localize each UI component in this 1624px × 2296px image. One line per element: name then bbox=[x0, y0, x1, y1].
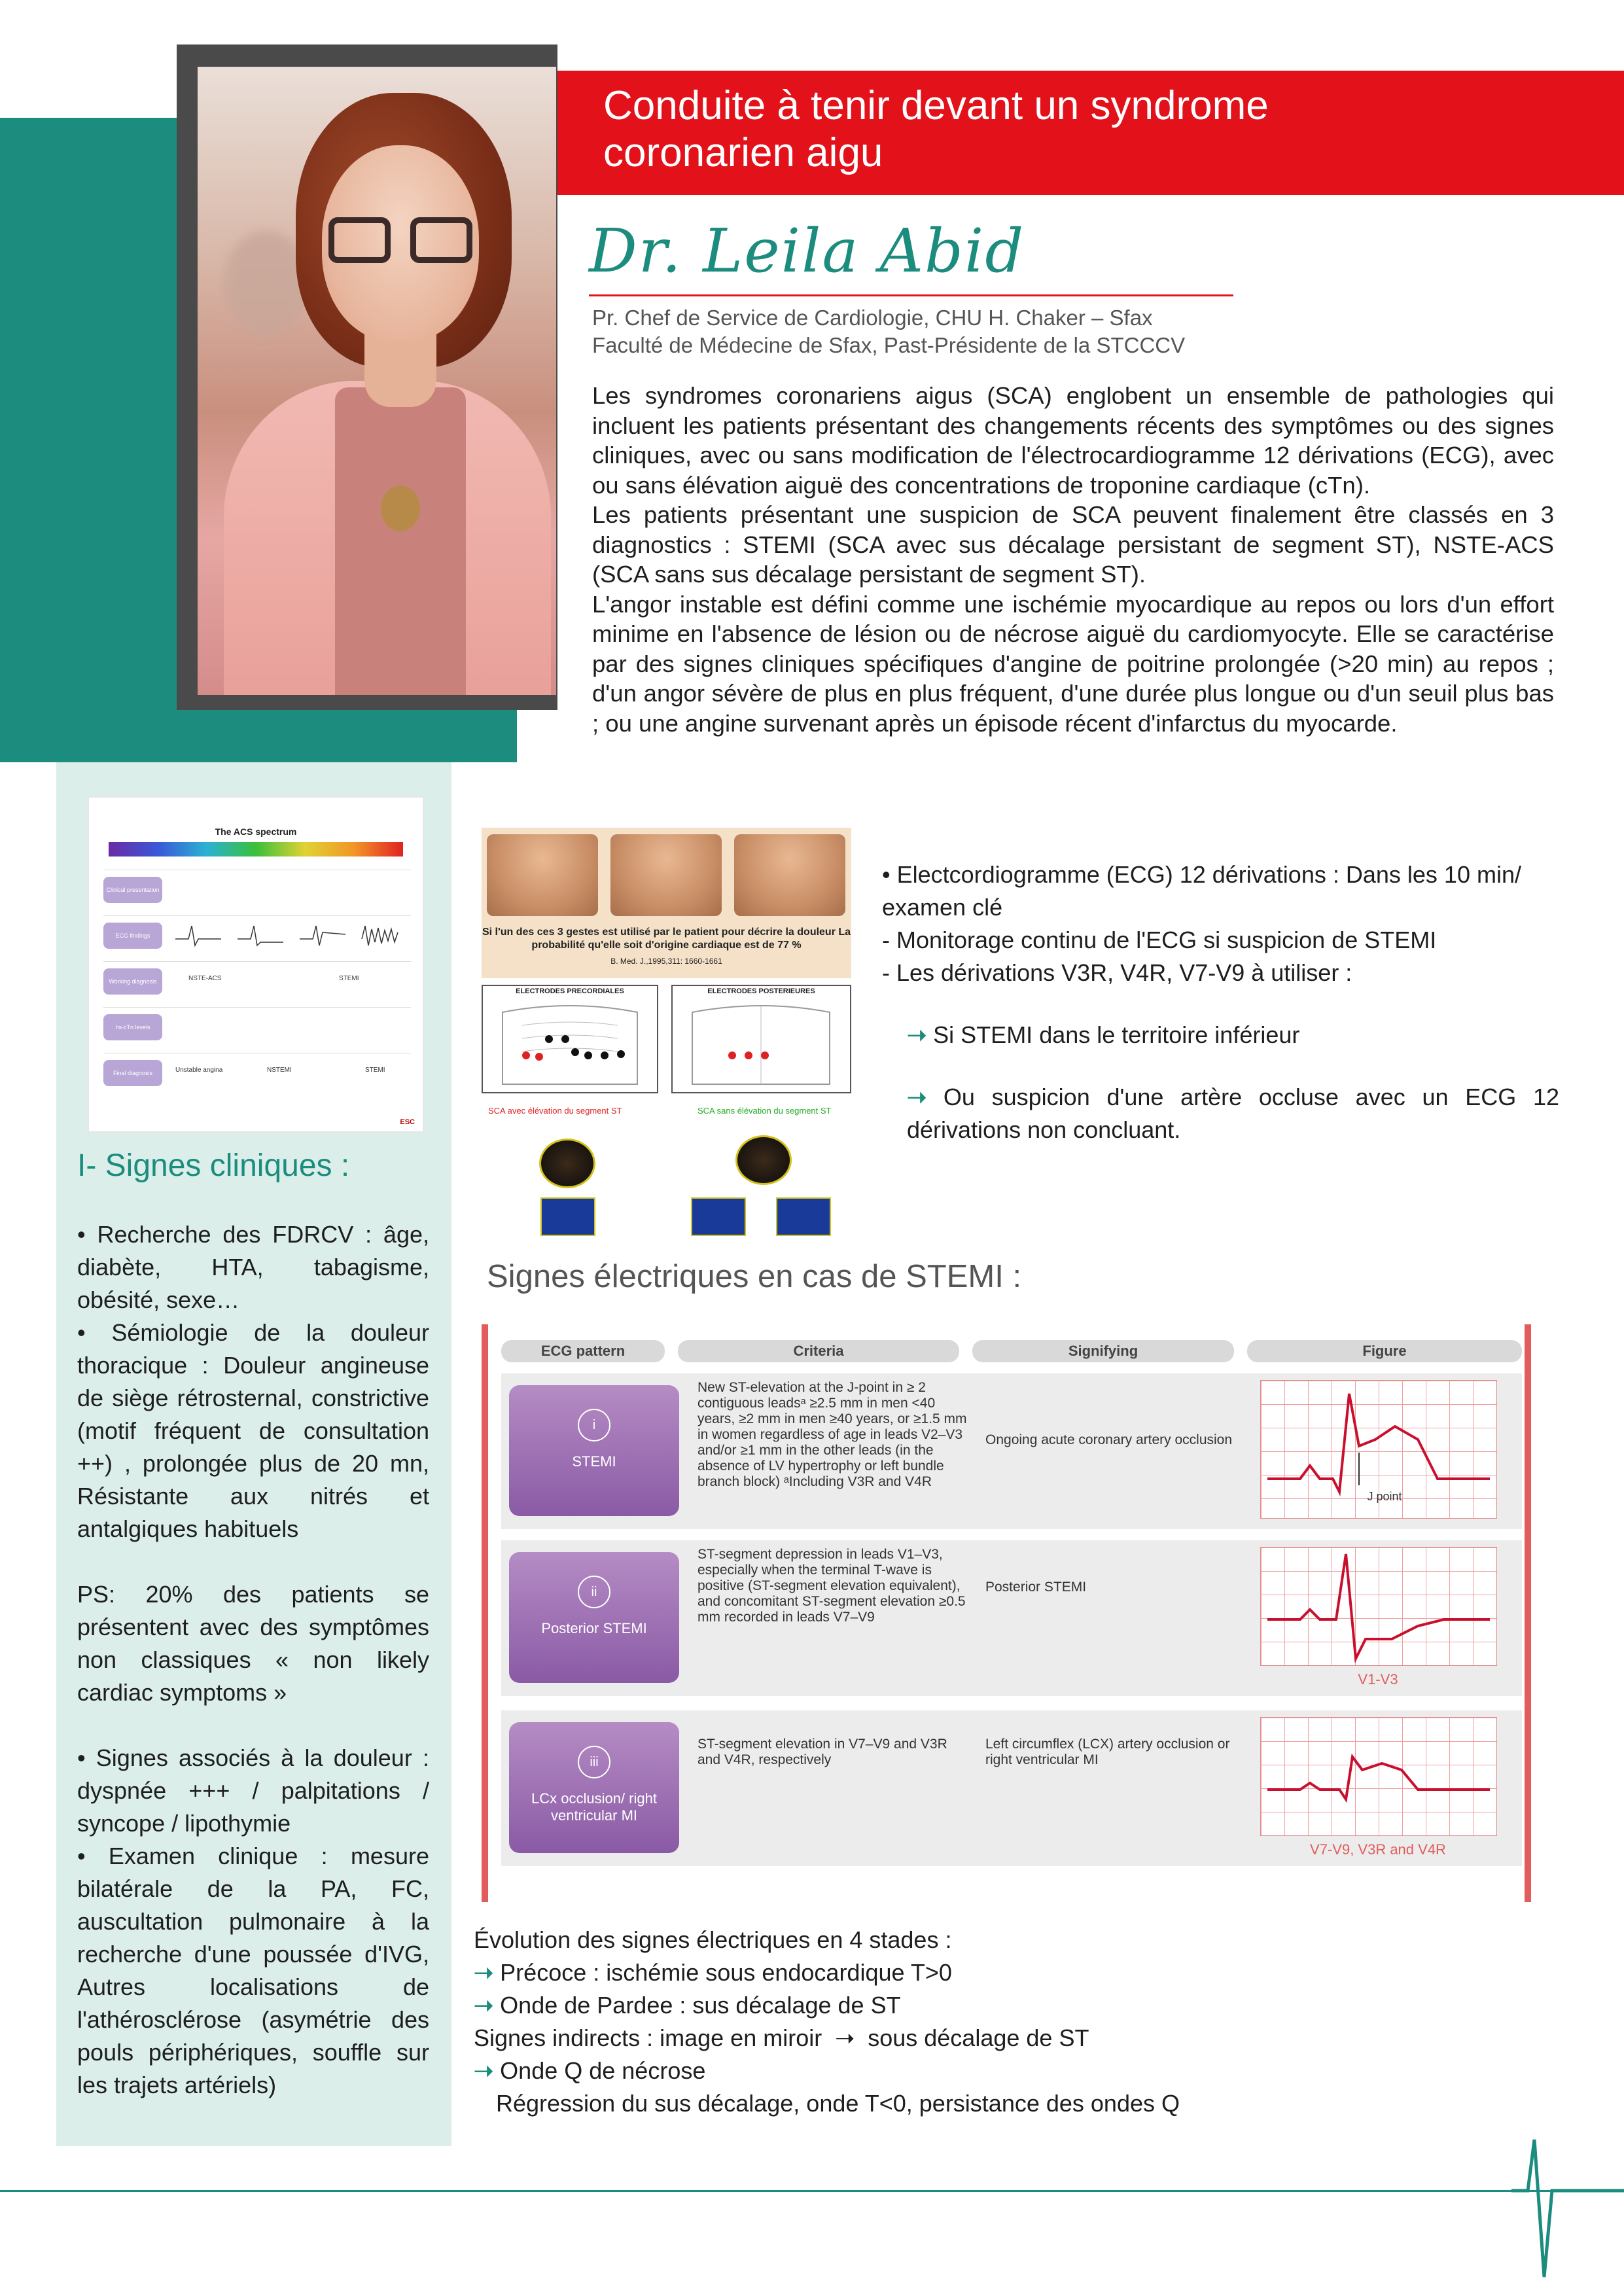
intro-paragraph: Les syndromes coronariens aigus (SCA) englobent un ensemble de pathologies qui incluent les patients présentant des changements récents des symptômes ou des signes cliniques, avec ou sans modification de l'électrocardiogramme 12 dérivations (ECG), avec ou sans élévation aiguë des concentrations de troponine cardiaque (cTn). bbox=[592, 382, 1554, 499]
acs-row bbox=[103, 1053, 411, 1093]
affiliation-line-1: Pr. Chef de Service de Cardiologie, CHU H. Chaker – Sfax bbox=[592, 306, 1153, 330]
ecg-thumbnail bbox=[691, 1197, 746, 1236]
table-row bbox=[501, 1710, 1522, 1866]
esc-logo: ESC bbox=[400, 1118, 415, 1126]
table-row bbox=[501, 1540, 1522, 1696]
section-title-stemi-signs: Signes électriques en cas de STEMI : bbox=[487, 1259, 1022, 1294]
ecg-bullet: • Electcordiogramme (ECG) 12 dérivations : Dans les 10 min/ examen clé bbox=[882, 861, 1521, 921]
indirect-signs-label: Signes indirects : image en miroir bbox=[474, 2024, 822, 2051]
affiliation-line-2: Faculté de Médecine de Sfax, Past-Présidente de la STCCCV bbox=[592, 333, 1186, 357]
ecg-bullet: - Monitorage continu de l'ECG si suspicion de STEMI bbox=[882, 927, 1437, 953]
table-header: ECG pattern bbox=[501, 1340, 665, 1362]
author-photo bbox=[198, 67, 556, 695]
ecg-thumbnail bbox=[776, 1197, 831, 1236]
acs-row-label: ECG findings bbox=[103, 923, 162, 949]
arrow-icon: ➝ bbox=[835, 2024, 855, 2051]
clinical-bullet: • Sémiologie de la douleur thoracique : Douleur angineuse de siège rétrosternal, constrictive (motif fréquent de consultation ++) , prolongée plus de 20 mn, Résistante aux nitrés et antalgiques habituels bbox=[77, 1319, 429, 1542]
clinical-bullet: • Recherche des FDRCV : âge, diabète, HTA, tabagisme, obésité, sexe… bbox=[77, 1221, 429, 1313]
ecg-evolution-stages bbox=[474, 1924, 1324, 2120]
row-signifying: Ongoing acute coronary artery occlusion bbox=[985, 1432, 1233, 1447]
ecg-pattern-pill bbox=[509, 1385, 679, 1516]
acs-row-label: Working diagnosis bbox=[103, 968, 162, 995]
intro-paragraph: L'angor instable est défini comme une ischémie myocardique au repos ou lors d'un effort minime en l'absence de lésion ou de nécrose aiguë du cardiomyocyte. Elle se caractérise par des signes cliniques spécifiques d'angine de poitrine prolongée (>20 min) au repos ; d'un angor sévère de plus en plus fréquent, d'une durée plus longue ou d'un seuil plus bas ; ou une angine survenant après un épisode récent d'infarctus du myocarde. bbox=[592, 590, 1554, 737]
chest-pain-gestures-figure bbox=[482, 828, 851, 978]
acs-spectrum-figure bbox=[88, 796, 424, 1133]
arrow-icon: ➝ bbox=[474, 1959, 501, 1986]
table-header: Signifying bbox=[972, 1340, 1234, 1362]
sca-no-st-elevation-label: SCA sans élévation du segment ST bbox=[697, 1106, 832, 1116]
acs-row bbox=[103, 915, 411, 955]
row-number: i bbox=[578, 1409, 610, 1441]
acs-final-label: Unstable angina bbox=[175, 1067, 223, 1074]
heartbeat-icon bbox=[1511, 2127, 1624, 2284]
acs-working-label: STEMI bbox=[339, 975, 359, 982]
posterior-electrodes-diagram bbox=[671, 985, 851, 1093]
evolution-stage: Onde Q de nécrose bbox=[500, 2057, 706, 2084]
ecg-sub-bullet: Si STEMI dans le territoire inférieur bbox=[933, 1021, 1300, 1048]
row-signifying: Posterior STEMI bbox=[985, 1580, 1087, 1595]
ecg-recommendations bbox=[882, 858, 1559, 1146]
arrow-icon: ➝ bbox=[907, 1084, 944, 1110]
ecg-figure bbox=[1260, 1717, 1497, 1836]
clinical-ps-note: PS: 20% des patients se présentent avec des symptômes non classiques « non likely cardiac symptoms » bbox=[77, 1581, 429, 1706]
arrow-icon: ➝ bbox=[474, 1992, 501, 2019]
stemi-ecg-table bbox=[482, 1324, 1531, 1902]
acs-row-label: Clinical presentation bbox=[103, 877, 162, 903]
precordial-label: ELECTRODES PRECORDIALES bbox=[516, 987, 624, 995]
clinical-signs-text bbox=[77, 1218, 429, 2102]
ecg-sub-bullet: Ou suspicion d'une artère occluse avec un ECG 12 dérivations non concluant. bbox=[907, 1084, 1559, 1143]
sca-lesion-figure bbox=[482, 1106, 851, 1237]
gestures-reference: B. Med. J.,1995,311: 1660-1661 bbox=[610, 957, 722, 966]
section-title-clinical-signs: I- Signes cliniques : bbox=[77, 1148, 350, 1183]
ecg-pattern-pill bbox=[509, 1552, 679, 1683]
ecg-pattern-pill bbox=[509, 1722, 679, 1853]
precordial-electrodes-diagram bbox=[482, 985, 658, 1093]
evolution-stage: Onde de Pardee : sus décalage de ST bbox=[500, 1992, 901, 2019]
table-row bbox=[501, 1373, 1522, 1529]
acs-row-label: hs-cTn levels bbox=[103, 1014, 162, 1040]
intro-text bbox=[592, 381, 1554, 738]
acs-figure-title: The ACS spectrum bbox=[215, 826, 297, 837]
row-criteria: ST-segment elevation in V7–V9 and V3R and V4R, respectively bbox=[697, 1737, 947, 1767]
table-header: Criteria bbox=[678, 1340, 959, 1362]
acs-final-label: NSTEMI bbox=[267, 1067, 292, 1074]
intro-paragraph: Les patients présentant une suspicion de SCA peuvent finalement être classés en 3 diagnostics : STEMI (SCA avec sus décalage persistant de segment ST), NSTE-ACS (SCA sans sus décalage persistant de segment ST). bbox=[592, 501, 1554, 588]
row-signifying: Left circumflex (LCX) artery occlusion or right ventricular MI bbox=[985, 1737, 1230, 1767]
signature-underline bbox=[589, 294, 1233, 296]
table-header: Figure bbox=[1247, 1340, 1522, 1362]
evolution-stage: Précoce : ischémie sous endocardique T>0 bbox=[500, 1959, 952, 1986]
indirect-signs-value: sous décalage de ST bbox=[868, 2024, 1089, 2051]
arrow-icon: ➝ bbox=[907, 1021, 934, 1048]
electrode-placement-figure bbox=[482, 985, 851, 1093]
row-pattern: LCx occlusion/ right ventricular MI bbox=[531, 1790, 657, 1824]
acs-color-spectrum bbox=[109, 842, 403, 857]
acs-ecg-traces bbox=[175, 923, 411, 949]
acs-row bbox=[103, 961, 411, 1001]
acs-working-label: NSTE-ACS bbox=[188, 975, 222, 982]
lesion-image bbox=[735, 1135, 792, 1185]
title-line-1: Conduite à tenir devant un syndrome bbox=[603, 83, 1269, 128]
row-pattern: Posterior STEMI bbox=[541, 1620, 647, 1636]
evolution-title: Évolution des signes électriques en 4 stades : bbox=[474, 1926, 952, 1953]
lesion-image bbox=[539, 1139, 595, 1188]
page-title bbox=[603, 82, 1585, 177]
row-number: ii bbox=[578, 1576, 610, 1608]
ecg-thumbnail bbox=[540, 1197, 595, 1236]
acs-final-label: STEMI bbox=[365, 1067, 385, 1074]
ecg-bullet: - Les dérivations V3R, V4R, V7-V9 à utiliser : bbox=[882, 959, 1352, 986]
author-affiliation bbox=[592, 304, 1185, 359]
footer-line bbox=[0, 2190, 1624, 2192]
figure-label: V1-V3 bbox=[1358, 1671, 1398, 1687]
acs-row-label: Final diagnosis bbox=[103, 1060, 162, 1086]
acs-row bbox=[103, 870, 411, 910]
row-criteria: New ST-elevation at the J-point in ≥ 2 contiguous leadsᵃ ≥2.5 mm in men <40 years, ≥2 mm in men ≥40 years, or ≥1.5 mm in women regardless of age in leads V2–V3 and/or ≥1 mm in the other leads (in the absence of LV hypertrophy or left bundle branch block) ᵃIncluding V3R and V4R bbox=[697, 1380, 967, 1489]
clinical-bullet: • Examen clinique : mesure bilatérale de la PA, FC, auscultation pulmonaire à la recherche d'une poussée d'IVG, Autres localisations de l'athérosclérose (asymétrie des pouls périphériques, souffle sur les trajets artériels) bbox=[77, 1843, 429, 2098]
acs-row bbox=[103, 1007, 411, 1047]
gestures-caption: Si l'un des ces 3 gestes est utilisé par le patient pour décrire la douleur La probabilité qu'elle soit d'origine cardiaque est de 77 % bbox=[482, 927, 851, 951]
arrow-icon: ➝ bbox=[474, 2057, 501, 2084]
row-criteria: ST-segment depression in leads V1–V3, especially when the terminal T-wave is positive (ST-segment elevation equivalent), and concomitant ST-segment elevation ≥0.5 mm recorded in leads V7–V9 bbox=[697, 1547, 966, 1625]
evolution-stage: Régression du sus décalage, onde T<0, persistance des ondes Q bbox=[496, 2090, 1180, 2117]
title-line-2: coronarien aigu bbox=[603, 130, 883, 175]
posterior-label: ELECTRODES POSTERIEURES bbox=[707, 987, 815, 995]
figure-label: V7-V9, V3R and V4R bbox=[1310, 1841, 1446, 1858]
row-pattern: STEMI bbox=[572, 1453, 616, 1470]
row-number: iii bbox=[578, 1746, 610, 1778]
figure-label: J point bbox=[1367, 1490, 1402, 1503]
ecg-figure bbox=[1260, 1547, 1497, 1666]
clinical-bullet: • Signes associés à la douleur : dyspnée +++ / palpitations / syncope / lipothymie bbox=[77, 1744, 429, 1837]
sca-st-elevation-label: SCA avec élévation du segment ST bbox=[488, 1106, 622, 1116]
author-signature: Dr. Leila Abid bbox=[589, 216, 1025, 286]
